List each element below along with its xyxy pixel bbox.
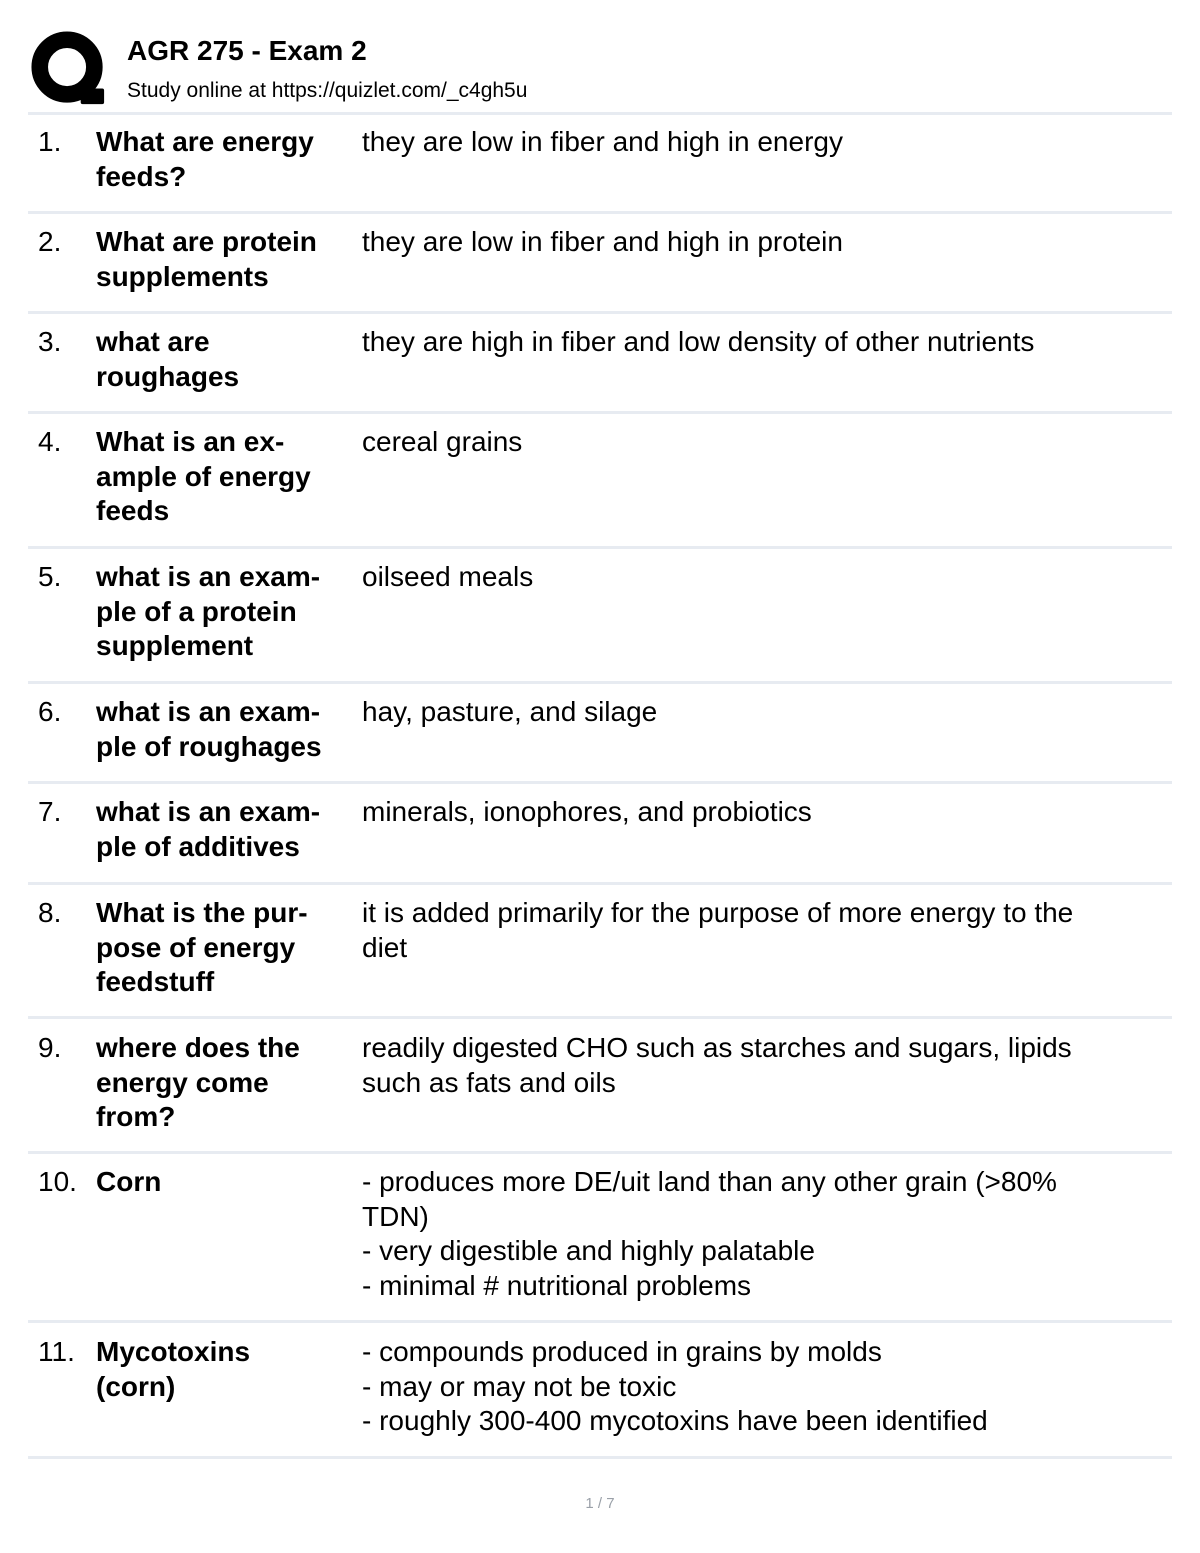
card-term: What are protein supplements [96,226,317,292]
card-definition: - compounds produced in grains by molds - may or may not be toxic - roughly 300-400 mycotoxins have been identified [362,1336,988,1436]
card-term: Mycotoxins (corn) [96,1336,251,1402]
card-term: What is the pur- pose of energy feedstuff [96,897,308,997]
card-number: 4. [38,426,62,457]
card-term: What is an ex- ample of energy feeds [96,426,311,526]
divider [28,211,1172,214]
divider [28,781,1172,784]
card-term: Corn [96,1166,162,1197]
card-term: What are energy feeds? [96,126,314,192]
card-number: 7. [38,796,62,827]
divider [28,411,1172,414]
study-online-link[interactable]: Study online at https://quizlet.com/_c4gh5u [127,79,528,102]
card-number: 6. [38,696,62,727]
card-term: what is an exam- ple of additives [96,796,321,862]
card-definition: - produces more DE/uit land than any other grain (>80% TDN) - very digestible and highly palatable - minimal # nutritional problems [362,1166,1057,1301]
card-definition: minerals, ionophores, and probiotics [362,796,812,827]
card-number: 9. [38,1032,62,1063]
card-term: what is an exam- ple of a protein supplement [96,561,321,661]
page-header [28,28,1172,112]
divider [28,882,1172,885]
card-definition: they are low in fiber and high in energy [362,126,843,157]
card-number: 1. [38,126,62,157]
card-term: what are roughages [96,326,240,392]
card-number: 5. [38,561,62,592]
card-number: 3. [38,326,62,357]
card-number: 8. [38,897,62,928]
card-definition: they are low in fiber and high in protein [362,226,843,257]
page-number: 1 / 7 [585,1495,615,1512]
divider [28,546,1172,549]
quizlet-q-logo-icon [30,30,108,108]
divider [28,1151,1172,1154]
card-definition: oilseed meals [362,561,534,592]
divider [28,112,1172,115]
document-title: AGR 275 - Exam 2 [127,35,367,66]
card-number: 10. [38,1166,77,1197]
card-definition: they are high in fiber and low density of other nutrients [362,326,1035,357]
card-definition: hay, pasture, and silage [362,696,658,727]
card-term: where does the energy come from? [96,1032,300,1132]
divider [28,1320,1172,1323]
card-term: what is an exam- ple of roughages [96,696,322,762]
divider [28,311,1172,314]
divider [28,1456,1172,1459]
card-definition: it is added primarily for the purpose of more energy to the diet [362,897,1074,963]
card-number: 11. [38,1336,75,1367]
divider [28,1016,1172,1019]
card-definition: cereal grains [362,426,523,457]
card-number: 2. [38,226,62,257]
card-definition: readily digested CHO such as starches and sugars, lipids such as fats and oils [362,1032,1072,1098]
divider [28,681,1172,684]
